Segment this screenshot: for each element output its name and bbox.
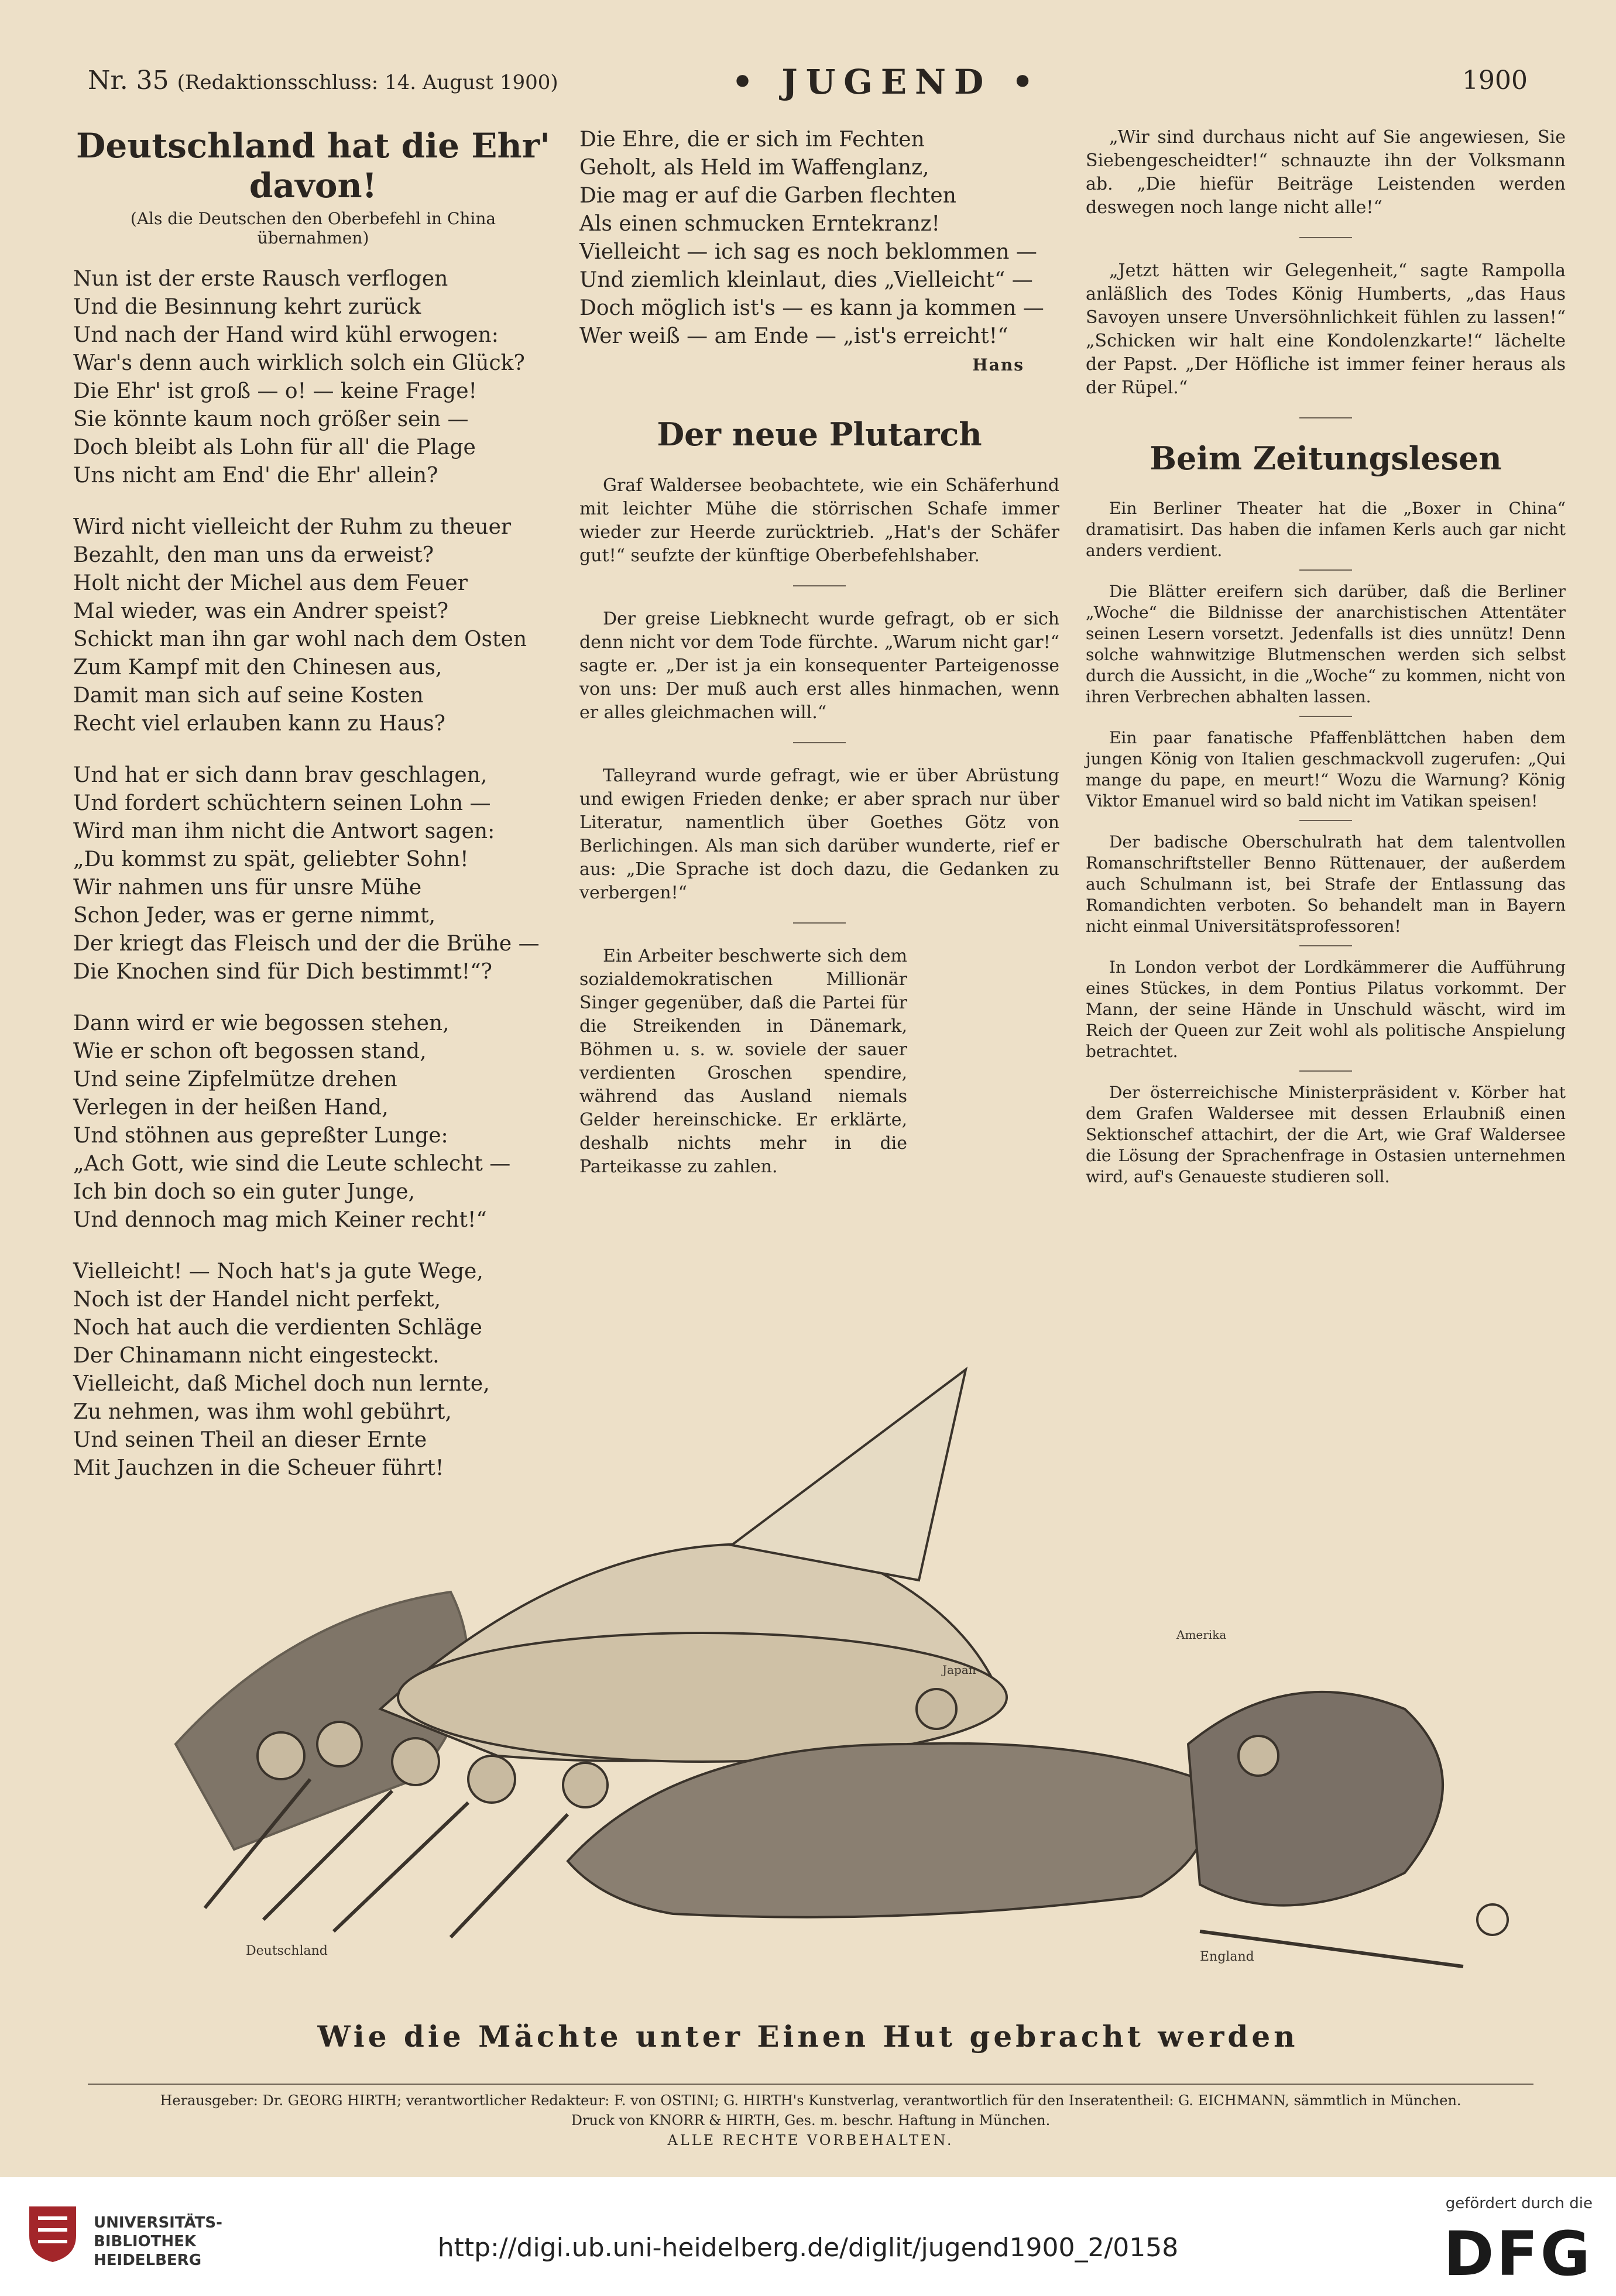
verse-line: Bezahlt, den man uns da erweist? <box>73 543 434 567</box>
verse-line: Zum Kampf mit den Chinesen aus, <box>73 655 442 679</box>
verse-line: Als einen schmucken Erntekranz! <box>579 212 940 236</box>
middle-column <box>579 126 1059 1187</box>
verse-line: Schickt man ihn gar wohl nach dem Osten <box>73 627 527 651</box>
institution-line: UNIVERSITÄTS- <box>94 2214 222 2232</box>
verse-line: Nun ist der erste Rausch verflogen <box>73 267 448 291</box>
verse-line: Die mag er auf die Garben flechten <box>579 184 956 208</box>
verse-line: Mit Jauchzen in die Scheuer führt! <box>73 1456 444 1480</box>
plutarch-title: Der neue Plutarch <box>657 416 982 453</box>
verse-line: Verlegen in der heißen Hand, <box>73 1096 389 1120</box>
stanza-4 <box>73 1010 553 1234</box>
news-item: Der österreichische Ministerpräsident v. Körber hat dem Grafen Waldersee mit dessen Erlaubniß einen Sektionschef attachirt, der die Art, wie Graf Waldersee die Lösung der Sprachenfrage in Ostasien unternehmen wird, auf's Genaueste studieren soll. <box>1086 1083 1566 1186</box>
verse-line: Und hat er sich dann brav geschlagen, <box>73 763 488 787</box>
verse-line: Und fordert schüchtern seinen Lohn — <box>73 791 491 815</box>
verse-line: Die Ehr' ist groß — o! — keine Frage! <box>73 379 477 403</box>
divider <box>1299 716 1352 717</box>
divider <box>1299 417 1352 418</box>
verse-line: Holt nicht der Michel aus dem Feuer <box>73 571 468 595</box>
news-item: In London verbot der Lordkämmerer die Aufführung eines Stückes, in dem Pontius Pilatus vorkommt. Der Mann, der seine Hände in Unschuld wäscht, wird im Reich der Queen zur Zeit wohl als politische Anspielung betrachtet. <box>1086 957 1566 1061</box>
source-url-link[interactable]: http://digi.ub.uni-heidelberg.de/diglit/jugend1900_2/0158 <box>437 2233 1179 2263</box>
plutarch-body <box>579 474 1059 1179</box>
verse-line: Ich bin doch so ein guter Junge, <box>73 1180 415 1204</box>
verse-line: Noch ist der Handel nicht perfekt, <box>73 1288 441 1312</box>
poem-title: Deutschland hat die Ehr' davon! <box>76 126 550 205</box>
verse-line: „Du kommst zu spät, geliebter Sohn! <box>73 847 469 871</box>
verse-line: Und ziemlich kleinlaut, dies „Vielleicht“ — <box>579 268 1033 292</box>
verse-line: Wir nahmen uns für unsre Mühe <box>73 876 422 900</box>
anecdote: „Jetzt hätten wir Gelegenheit,“ sagte Rampolla anläßlich des Todes König Humberts, „das Haus Savoyen unsere Unversöhnlichkeit fühlen zu lassen!“ „Schicken wir halt eine Kondolenzkarte!“ lächelte der Papst. „Der Höfliche ist immer feiner heraus als der Rüpel.“ <box>1086 260 1566 398</box>
news-item: Ein Berliner Theater hat die „Boxer in China“ dramatisirt. Das haben die infamen Kerls auch gar nicht anders verdient. <box>1086 499 1566 560</box>
verse-line: Damit man sich auf seine Kosten <box>73 684 424 708</box>
verse-line: Wird man ihm nicht die Antwort sagen: <box>73 819 495 843</box>
verse-line: Doch möglich ist's — es kann ja kommen — <box>579 296 1044 320</box>
divider <box>793 922 846 924</box>
institution-line: BIBLIOTHEK <box>94 2233 197 2250</box>
verse-line: Sie könnte kaum noch größer sein — <box>73 407 469 431</box>
imprint-footer <box>88 2084 1533 2150</box>
verse-line: Geholt, als Held im Waffenglanz, <box>579 156 929 180</box>
issue-info: Nr. 35 (Redaktionsschluss: 14. August 1900) <box>88 66 558 95</box>
verse-line: Die Knochen sind für Dich bestimmt!“? <box>73 960 492 984</box>
plutarch-continued <box>1086 126 1566 400</box>
label-england: England <box>1200 1950 1254 1964</box>
year: 1900 <box>1462 66 1528 95</box>
verse-line: Und nach der Hand wird kühl erwogen: <box>73 323 499 347</box>
verse-line: Wer weiß — am Ende — „ist's erreicht!“ <box>579 324 1008 348</box>
divider <box>793 585 846 586</box>
poem-column <box>73 126 553 1506</box>
right-column <box>1086 126 1566 1196</box>
verse-line: Mal wieder, was ein Andrer speist? <box>73 599 449 623</box>
label-japan: Japan <box>942 1663 976 1677</box>
stanza-6 <box>579 126 1059 351</box>
rights-notice: ALLE RECHTE VORBEHALTEN. <box>667 2132 954 2149</box>
verse-line: Und stöhnen aus gepreßter Lunge: <box>73 1124 448 1148</box>
verse-line: Und dennoch mag mich Keiner recht!“ <box>73 1208 487 1232</box>
verse-line: Die Ehre, die er sich im Fechten <box>579 128 925 152</box>
anecdote: Talleyrand wurde gefragt, wie er über Abrüstung und ewigen Frieden denke; er aber sprach nur über Literatur, namentlich über Goethes Götz von Berlichingen. Als man sich darüber wunderte, rief er aus: „Die Sprache ist doch dazu, die Gedanken zu verbergen!“ <box>579 766 1059 903</box>
dfg-logo: DFG <box>1443 2218 1593 2290</box>
divider <box>1299 1070 1352 1072</box>
poem-signature: Hans <box>972 355 1024 375</box>
verse-line: Wird nicht vielleicht der Ruhm zu theuer <box>73 515 512 539</box>
zeitung-title: Beim Zeitungslesen <box>1150 440 1502 477</box>
label-deutschland: Deutschland <box>246 1944 328 1958</box>
page-header <box>88 62 1528 107</box>
divider <box>1299 237 1352 238</box>
verse-line: Doch bleibt als Lohn für all' die Plage <box>73 435 476 459</box>
verse-line: „Ach Gott, wie sind die Leute schlecht — <box>73 1152 511 1176</box>
news-item: Ein paar fanatische Pfaffenblättchen haben dem jungen König von Italien geschmackvoll zugerufen: „Qui mange du pape, en meurt!“ Wozu die Warnung? König Viktor Emanuel wird so bald nicht im Vatikan speisen! <box>1086 728 1566 811</box>
verse-line: Dann wird er wie begossen stehen, <box>73 1011 450 1035</box>
verse-line: Und seine Zipfelmütze drehen <box>73 1068 397 1092</box>
masthead: • JUGEND • <box>732 62 1042 102</box>
cartoon-caption: Wie die Mächte unter Einen Hut gebracht werden <box>317 2019 1299 2054</box>
cartoon-illustration <box>88 1334 1563 2002</box>
news-item: Die Blätter ereifern sich darüber, daß die Berliner „Woche“ die Bildnisse der anarchistischen Attentäter seinen Lesern vorsetzt. Jedenfalls ist dies unnütz! Denn solche wahnwitzige Blutmenschen werden sich selbst durch die Aussicht, in die „Woche“ zu kommen, nicht von ihren Verbrechen abhalten lassen. <box>1086 582 1566 706</box>
imprint-line: Druck von KNORR & HIRTH, Ges. m. beschr. Haftung in München. <box>571 2112 1051 2129</box>
anecdote: Der greise Liebknecht wurde gefragt, ob er sich denn nicht vor dem Tode fürchte. „Warum nicht gar!“ sagte er. „Der ist ja ein konsequenter Parteigenosse von uns: Der muß auch erst alles hinmachen, wenn er alles gleichmachen will.“ <box>579 609 1059 723</box>
institution-line: HEIDELBERG <box>94 2252 202 2269</box>
divider <box>1299 569 1352 571</box>
divider <box>1299 820 1352 821</box>
verse-line: Schon Jeder, was er gerne nimmt, <box>73 904 436 928</box>
stanza-3 <box>73 761 553 986</box>
verse-line: Recht viel erlauben kann zu Haus? <box>73 712 445 736</box>
verse-line: Der kriegt das Fleisch und der die Brühe — <box>73 932 540 956</box>
funding-note: gefördert durch die <box>1445 2195 1593 2212</box>
label-amerika: Amerika <box>1176 1628 1227 1642</box>
verse-line: Noch hat auch die verdienten Schläge <box>73 1316 482 1340</box>
cartoon-drawing <box>176 1370 1508 1966</box>
anecdote: Graf Waldersee beobachtete, wie ein Schäferhund mit leichter Mühe die störrischen Schafe immer wieder zur Heerde zurücktrieb. „Hat's der Schäfer gut!“ seufzte der künftige Oberbefehlshaber. <box>579 475 1059 566</box>
stanza-1 <box>73 265 553 490</box>
verse-line: War's denn auch wirklich solch ein Glück? <box>73 351 525 375</box>
verse-line: Vielleicht — ich sag es noch beklommen — <box>579 240 1037 264</box>
verse-line: Vielleicht, daß Michel doch nun lernte, <box>73 1372 490 1396</box>
verse-line: Zu nehmen, was ihm wohl gebührt, <box>73 1400 452 1424</box>
verse-line: Und seinen Theil an dieser Ernte <box>73 1428 427 1452</box>
stanza-2 <box>73 513 553 738</box>
anecdote: Ein Arbeiter beschwerte sich dem sozialdemokratischen Millionär Singer gegenüber, daß die Partei für die Streikenden in Dänemark, Böhmen u. s. w. soviele der sauer verdienten Groschen spendire, während das Ausland niemals Gelder hereinschicke. Er erklärte, deshalb nichts mehr in die Parteikasse zu zahlen. <box>579 946 907 1177</box>
anecdote: „Wir sind durchaus nicht auf Sie angewiesen, Sie Siebengescheidter!“ schnauzte ihn der Volksmann ab. „Die hiefür Beiträge Leistenden werden deswegen noch lange nicht alle!“ <box>1086 127 1566 218</box>
divider <box>793 742 846 743</box>
zeitung-body <box>1086 498 1566 1188</box>
imprint-line: Herausgeber: Dr. GEORG HIRTH; verantwortlicher Redakteur: F. von OSTINI; G. HIRTH's Kunstverlag, verantwortlich für den Inseratentheil: G. EICHMANN, sämmtlich in München. <box>160 2092 1461 2109</box>
verse-line: Der Chinamann nicht eingesteckt. <box>73 1344 440 1368</box>
verse-line: Wie er schon oft begossen stand, <box>73 1039 427 1063</box>
verse-line: Und die Besinnung kehrt zurück <box>73 295 421 319</box>
library-band <box>0 2177 1616 2296</box>
verse-line: Vielleicht! — Noch hat's ja gute Wege, <box>73 1259 483 1283</box>
news-item: Der badische Oberschulrath hat dem talentvollen Romanschriftsteller Benno Rüttenauer, der außerdem auch Schulmann ist, bei Strafe der Entlassung das Romandichten verboten. So behandelt man in Bayern nicht einmal Universitätsprofessoren! <box>1086 832 1566 936</box>
verse-line: Uns nicht am End' die Ehr' allein? <box>73 464 438 488</box>
divider <box>1299 945 1352 946</box>
poem-subtitle: (Als die Deutschen den Oberbefehl in China übernahmen) <box>130 209 496 248</box>
